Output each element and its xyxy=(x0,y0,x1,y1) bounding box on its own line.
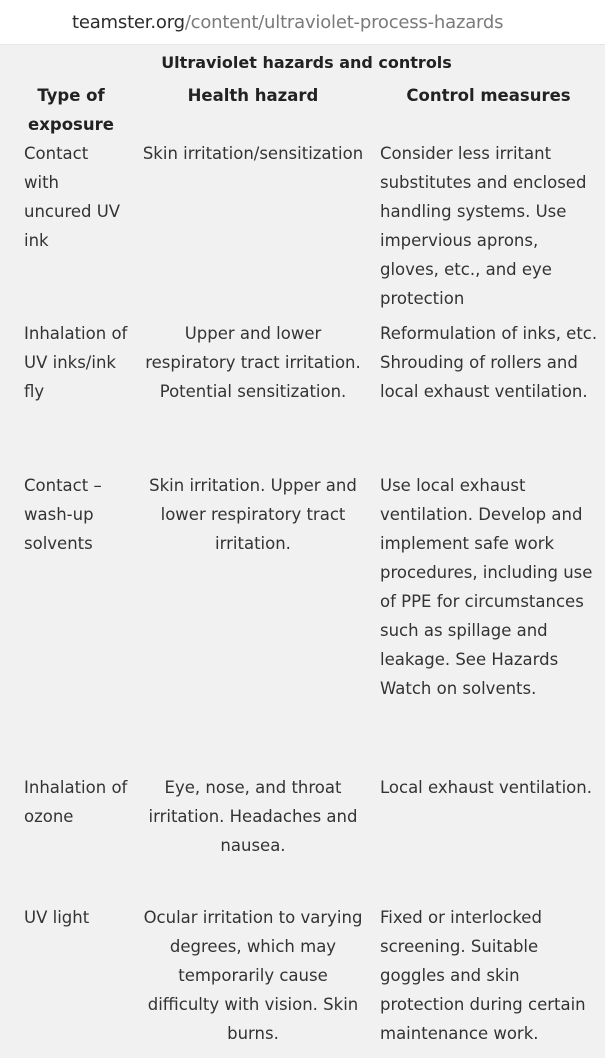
exposure-cell: Inhalation of ozone xyxy=(24,778,128,826)
header-type-of-exposure: Type of exposure xyxy=(28,86,114,134)
exposure-cell: UV light xyxy=(24,908,90,927)
url-domain: teamster.org xyxy=(72,12,185,33)
control-cell: Reformulation of inks, etc. Shrouding of rollers and local exhaust ventilation. xyxy=(380,324,598,401)
hazard-cell: Upper and lower respiratory tract irritation. Potential sensitization. xyxy=(145,324,361,401)
control-cell: Fixed or interlocked screening. Suitable goggles and skin protection during certain maintenance work. xyxy=(380,908,586,1043)
control-cell: Consider less irritant substitutes and enclosed handling systems. Use impervious aprons, gloves, etc., and eye protection xyxy=(380,144,587,308)
hazard-cell: Eye, nose, and throat irritation. Headaches and nausea. xyxy=(148,778,358,855)
table-row xyxy=(8,471,605,773)
table-row xyxy=(8,903,605,1059)
table-header-row xyxy=(8,81,605,139)
exposure-cell: Contact – wash-up solvents xyxy=(24,476,102,553)
control-cell: Local exhaust ventilation. xyxy=(380,778,592,797)
table-caption: Ultraviolet hazards and controls xyxy=(161,53,452,72)
table-row xyxy=(8,773,605,903)
table-row xyxy=(8,319,605,471)
header-control-measures: Control measures xyxy=(406,86,571,105)
url-path: /content/ultraviolet-process-hazards xyxy=(184,12,504,33)
page-content xyxy=(0,45,605,1058)
control-cell: Use local exhaust ventilation. Develop and implement safe work procedures, including use of PPE for circumstances such as spillage and leakage. See Hazards Watch on solvents. xyxy=(380,476,593,698)
hazard-cell: Ocular irritation to varying degrees, which may temporarily cause difficulty with vision. Skin burns. xyxy=(143,908,363,1043)
header-health-hazard: Health hazard xyxy=(187,86,319,105)
hazard-cell: Skin irritation. Upper and lower respiratory tract irritation. xyxy=(149,476,357,553)
exposure-cell: Inhalation of UV inks/ink fly xyxy=(24,324,128,401)
hazard-cell: Skin irritation/sensitization xyxy=(142,144,364,163)
hazards-table xyxy=(8,51,605,1059)
address-bar[interactable] xyxy=(0,0,605,45)
exposure-cell: Contact with uncured UV ink xyxy=(24,144,121,250)
table-row xyxy=(8,139,605,319)
